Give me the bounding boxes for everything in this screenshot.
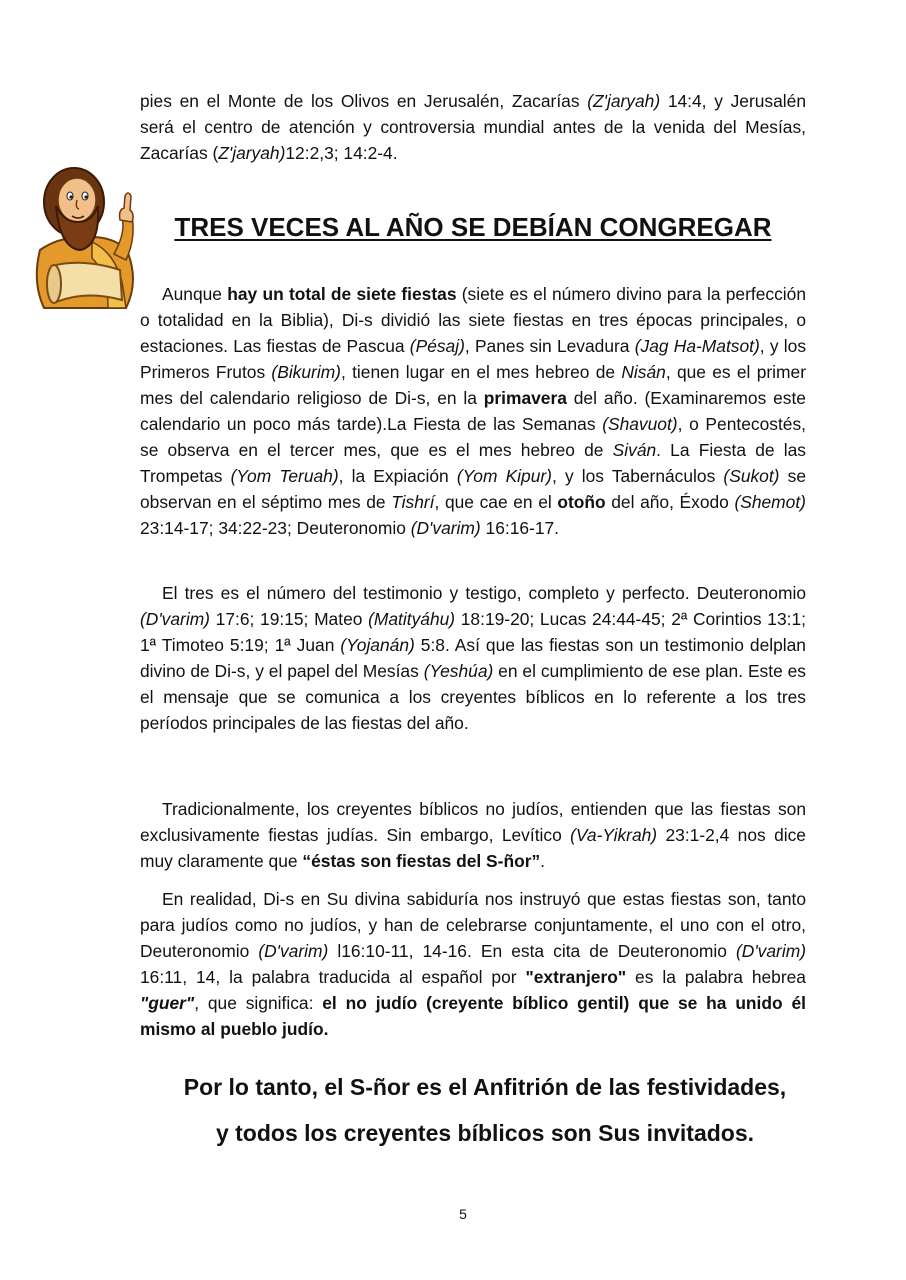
text-run: otoño [557, 492, 606, 512]
bearded-man-with-scroll-illustration [22, 162, 146, 312]
text-run: pies en el Monte de los Olivos en Jerusalén, Zacarías [140, 91, 588, 111]
text-run: (Jag Ha-Matsot) [634, 336, 760, 356]
text-run: (Yeshúa) [423, 661, 494, 681]
text-run: , la Expiación [338, 466, 457, 486]
body-paragraph-4 [140, 886, 806, 1042]
text-run: (Yom Kipur) [456, 466, 552, 486]
text-run: Aunque [162, 284, 228, 304]
closing-line-2: y todos los creyentes bíblicos son Sus invitados. [215, 1120, 755, 1146]
text-run: , tienen lugar en el mes hebreo de [340, 362, 622, 382]
text-run: del año, Éxodo [605, 492, 735, 512]
text-run: , que cae en el [434, 492, 558, 512]
text-run: (Yojanán) [340, 635, 415, 655]
text-run: (Bikurim) [271, 362, 341, 382]
page-number: 5 [459, 1206, 467, 1222]
text-run: (Matityáhu) [368, 609, 456, 629]
text-run: En realidad, Di-s en Su divina sabiduría nos instruyó que estas fiestas son, tanto para judíos como no judíos, y han de celebrarse conjuntamente, el uno con el otro, Deuteronomio [140, 889, 806, 961]
text-run: (D'varim) [140, 609, 210, 629]
text-run: 16:16-17. [480, 518, 560, 538]
text-run: “éstas son fiestas del S-ñor” [302, 851, 541, 871]
text-run: Siván [612, 440, 657, 460]
text-run: (D'varim) [736, 941, 806, 961]
text-run: 17:6; 19:15; Mateo [209, 609, 369, 629]
text-run: del año. (Examinaremos este calendario un poco más tarde).La Fiesta de las Semanas [140, 388, 806, 434]
text-run: l16:10-11, 14-16. En esta cita de Deuteronomio [328, 941, 737, 961]
text-run: (Yom Teruah) [230, 466, 339, 486]
text-run: (Va-Yikrah) [570, 825, 658, 845]
text-run: (Shavuot) [602, 414, 678, 434]
text-run: es la palabra hebrea [626, 967, 806, 987]
text-run: , o Pentecostés, se observa en el tercer mes, que es el mes hebreo de [140, 414, 806, 460]
text-run: 23:14-17; 34:22-23; Deuteronomio [140, 518, 411, 538]
closing-line-1: Por lo tanto, el S-ñor es el Anfitrión de las festividades, [183, 1074, 787, 1100]
text-run: (Z'jaryah) [587, 91, 661, 111]
text-run: "extranjero" [525, 967, 627, 987]
text-run: 23:1-2,4 nos dice muy claramente que [140, 825, 806, 871]
text-run: 18:19-20; Lucas 24:44-45; 2ª Corintios 13:1; 1ª Timoteo 5:19; 1ª Juan [140, 609, 806, 655]
text-run: 5:8. Así que las fiestas son un testimonio delplan divino de Di-s, y el papel del Mesías [140, 635, 806, 681]
text-run: se observan en el séptimo mes de [140, 466, 806, 512]
text-run: (siete es el número divino para la perfección o totalidad en la Biblia), Di-s dividió las siete fiestas en tres épocas principales, o estaciones. Las fiestas de Pascua [140, 284, 806, 356]
text-run: . La Fiesta de las Trompetas [140, 440, 806, 486]
text-run: 14:4, y Jerusalén será el centro de atención y controversia mundial antes de la venida del Mesías, Zacarías ( [140, 91, 806, 163]
text-run: Z'jaryah) [218, 143, 286, 163]
text-run: el no judío (creyente bíblico gentil) que se ha unido él mismo al pueblo judío. [140, 993, 806, 1039]
body-paragraph-3 [140, 796, 806, 874]
body-paragraph-2 [140, 580, 806, 736]
text-run: (Shemot) [734, 492, 806, 512]
text-run: , Panes sin Levadura [464, 336, 635, 356]
text-run: Tishrí [391, 492, 435, 512]
text-run: . [540, 851, 545, 871]
text-run: 16:11, 14, la palabra traducida al español por [140, 967, 526, 987]
section-heading: TRES VECES AL AÑO SE DEBÍAN CONGREGAR [174, 212, 772, 242]
text-run: , que significa: [194, 993, 323, 1013]
text-run: Nisán [621, 362, 666, 382]
text-run: "guer" [140, 993, 195, 1013]
intro-paragraph [140, 88, 806, 166]
text-run: (Sukot) [723, 466, 780, 486]
text-run: 12:2,3; 14:2-4. [285, 143, 398, 163]
text-run: El tres es el número del testimonio y testigo, completo y perfecto. Deuteronomio [162, 583, 806, 603]
text-run: hay un total de siete fiestas [227, 284, 457, 304]
text-run: , y los Primeros Frutos [140, 336, 807, 382]
body-paragraph-1 [140, 281, 806, 541]
text-run: , y los Tabernáculos [551, 466, 724, 486]
text-run: (D'varim) [410, 518, 481, 538]
text-run: (Pésaj) [409, 336, 465, 356]
text-run: , que es el primer mes del calendario religioso de Di-s, en la [140, 362, 806, 408]
text-run: primavera [483, 388, 567, 408]
text-run: en el cumplimiento de ese plan. Este es el mensaje que se comunica a los creyentes bíblicos en lo referente a los tres períodos principales de las fiestas del año. [140, 661, 806, 733]
text-run: (D'varim) [258, 941, 329, 961]
text-run: Tradicionalmente, los creyentes bíblicos no judíos, entienden que las fiestas son exclusivamente fiestas judías. Sin embargo, Levítico [140, 799, 806, 845]
